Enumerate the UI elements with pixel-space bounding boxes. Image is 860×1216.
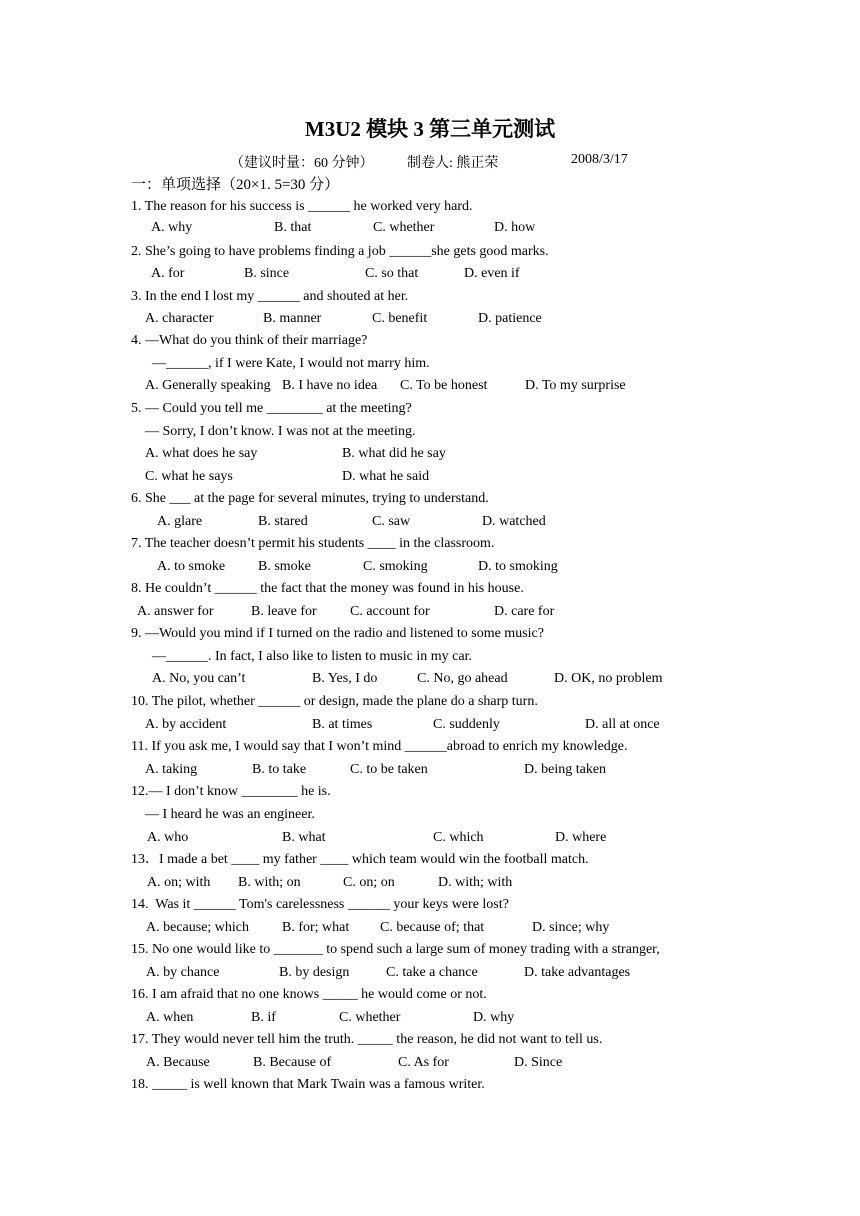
answer-option: A. Because bbox=[146, 1055, 210, 1070]
answer-option: C. so that bbox=[365, 266, 419, 281]
answer-option: C. benefit bbox=[372, 311, 428, 326]
answer-option: D. to smoking bbox=[478, 559, 558, 574]
answer-option: D. all at once bbox=[585, 717, 660, 732]
answer-option: C. whether bbox=[373, 220, 435, 235]
answer-option: A. to smoke bbox=[157, 559, 226, 574]
answer-option: B. Because of bbox=[253, 1055, 332, 1070]
answer-option: C. As for bbox=[398, 1055, 449, 1070]
question-reply-line: — Sorry, I don’t know. I was not at the meeting. bbox=[145, 424, 416, 439]
answer-option: D. care for bbox=[494, 604, 555, 619]
question-stem: 12.— I don’t know ________ he is. bbox=[131, 784, 331, 799]
question-stem: 1. The reason for his success is ______ he worked very hard. bbox=[131, 199, 473, 214]
answer-option: B. what did he say bbox=[342, 446, 446, 461]
answer-option: D. where bbox=[555, 830, 607, 845]
answer-option: D. take advantages bbox=[524, 965, 631, 980]
question-stem: 16. I am afraid that no one knows _____ he would come or not. bbox=[131, 987, 487, 1002]
question-stem: 15. No one would like to _______ to spend such a large sum of money trading with a stranger, bbox=[131, 942, 660, 957]
answer-option: B. smoke bbox=[258, 559, 311, 574]
question-stem: 6. She ___ at the page for several minutes, trying to understand. bbox=[131, 491, 489, 506]
section-heading: 一：单项选择（20×1. 5=30 分） bbox=[131, 177, 340, 193]
question-stem: 7. The teacher doesn’t permit his students ____ in the classroom. bbox=[131, 536, 495, 551]
question-stem: 9. —Would you mind if I turned on the radio and listened to some music? bbox=[131, 626, 544, 641]
answer-option: D. patience bbox=[478, 311, 542, 326]
answer-option: D. since; why bbox=[532, 920, 610, 935]
answer-option: A. character bbox=[145, 311, 214, 326]
answer-option: A. by chance bbox=[146, 965, 220, 980]
answer-option: D. how bbox=[494, 220, 536, 235]
answer-option: C. because of; that bbox=[380, 920, 485, 935]
answer-option: C. account for bbox=[350, 604, 430, 619]
question-stem: 5. — Could you tell me ________ at the meeting? bbox=[131, 401, 412, 416]
answer-option: D. watched bbox=[482, 514, 546, 529]
answer-option: C. whether bbox=[339, 1010, 401, 1025]
question-stem: 11. If you ask me, I would say that I won’t mind ______abroad to enrich my knowledge. bbox=[131, 739, 628, 754]
author: 制卷人: 熊正荣 bbox=[407, 156, 499, 171]
answer-option: B. I have no idea bbox=[282, 378, 378, 393]
answer-option: D. being taken bbox=[524, 762, 607, 777]
date: 2008/3/17 bbox=[571, 152, 628, 167]
question-stem: 2. She’s going to have problems finding a job ______she gets good marks. bbox=[131, 244, 549, 259]
answer-option: C. saw bbox=[372, 514, 411, 529]
page-title: M3U2 模块 3 第三单元测试 bbox=[304, 117, 556, 141]
answer-option: D. why bbox=[473, 1010, 515, 1025]
answer-option: A. on; with bbox=[147, 875, 211, 890]
answer-option: B. manner bbox=[263, 311, 322, 326]
answer-option: B. for; what bbox=[282, 920, 350, 935]
question-stem: 13．I made a bet ____ my father ____ which team would win the football match. bbox=[131, 852, 589, 867]
answer-option: A. what does he say bbox=[145, 446, 258, 461]
answer-option: D. with; with bbox=[438, 875, 513, 890]
answer-option: A. because; which bbox=[146, 920, 250, 935]
question-stem: 3. In the end I lost my ______ and shouted at her. bbox=[131, 289, 409, 304]
answer-option: D. even if bbox=[464, 266, 520, 281]
answer-option: A. by accident bbox=[145, 717, 227, 732]
answer-option: A. Generally speaking bbox=[145, 378, 271, 393]
answer-option: D. Since bbox=[514, 1055, 563, 1070]
answer-option: B. Yes, I do bbox=[312, 671, 378, 686]
answer-option: C. take a chance bbox=[386, 965, 478, 980]
answer-option: A. No, you can’t bbox=[152, 671, 246, 686]
question-stem: 4. —What do you think of their marriage? bbox=[131, 333, 368, 348]
question-reply-line: — I heard he was an engineer. bbox=[145, 807, 315, 822]
question-stem: 18. _____ is well known that Mark Twain was a famous writer. bbox=[131, 1077, 485, 1092]
answer-option: B. with; on bbox=[238, 875, 301, 890]
answer-option: B. at times bbox=[312, 717, 373, 732]
answer-option: C. which bbox=[433, 830, 484, 845]
suggested-time: （建议时量：60 分钟） bbox=[230, 156, 374, 171]
answer-option: B. to take bbox=[252, 762, 307, 777]
answer-option: C. No, go ahead bbox=[417, 671, 508, 686]
answer-option: A. when bbox=[146, 1010, 194, 1025]
answer-option: B. by design bbox=[279, 965, 350, 980]
answer-option: B. leave for bbox=[251, 604, 317, 619]
answer-option: A. taking bbox=[145, 762, 198, 777]
answer-option: A. who bbox=[147, 830, 189, 845]
answer-option: A. answer for bbox=[137, 604, 214, 619]
question-stem: 8. He couldn’t ______ the fact that the money was found in his house. bbox=[131, 581, 524, 596]
answer-option: C. on; on bbox=[343, 875, 395, 890]
answer-option: B. stared bbox=[258, 514, 308, 529]
answer-option: B. since bbox=[244, 266, 290, 281]
answer-option: B. if bbox=[251, 1010, 276, 1025]
question-stem: 14. Was it ______ Tom's carelessness ______ your keys were lost? bbox=[131, 897, 509, 912]
answer-option: A. glare bbox=[157, 514, 203, 529]
answer-option: A. for bbox=[151, 266, 185, 281]
answer-option: D. To my surprise bbox=[525, 378, 626, 393]
answer-option: C. To be honest bbox=[400, 378, 488, 393]
answer-option: C. suddenly bbox=[433, 717, 500, 732]
answer-option: B. what bbox=[282, 830, 326, 845]
question-reply-line: —______. In fact, I also like to listen to music in my car. bbox=[152, 649, 472, 664]
answer-option: B. that bbox=[274, 220, 312, 235]
answer-option: D. what he said bbox=[342, 469, 430, 484]
question-stem: 10. The pilot, whether ______ or design, made the plane do a sharp turn. bbox=[131, 694, 538, 709]
answer-option: D. OK, no problem bbox=[554, 671, 663, 686]
answer-option: A. why bbox=[151, 220, 193, 235]
question-reply-line: —______, if I were Kate, I would not marry him. bbox=[152, 356, 430, 371]
answer-option: C. to be taken bbox=[350, 762, 428, 777]
answer-option: C. what he says bbox=[145, 469, 233, 484]
question-stem: 17. They would never tell him the truth. _____ the reason, he did not want to tell us. bbox=[131, 1032, 603, 1047]
answer-option: C. smoking bbox=[363, 559, 428, 574]
